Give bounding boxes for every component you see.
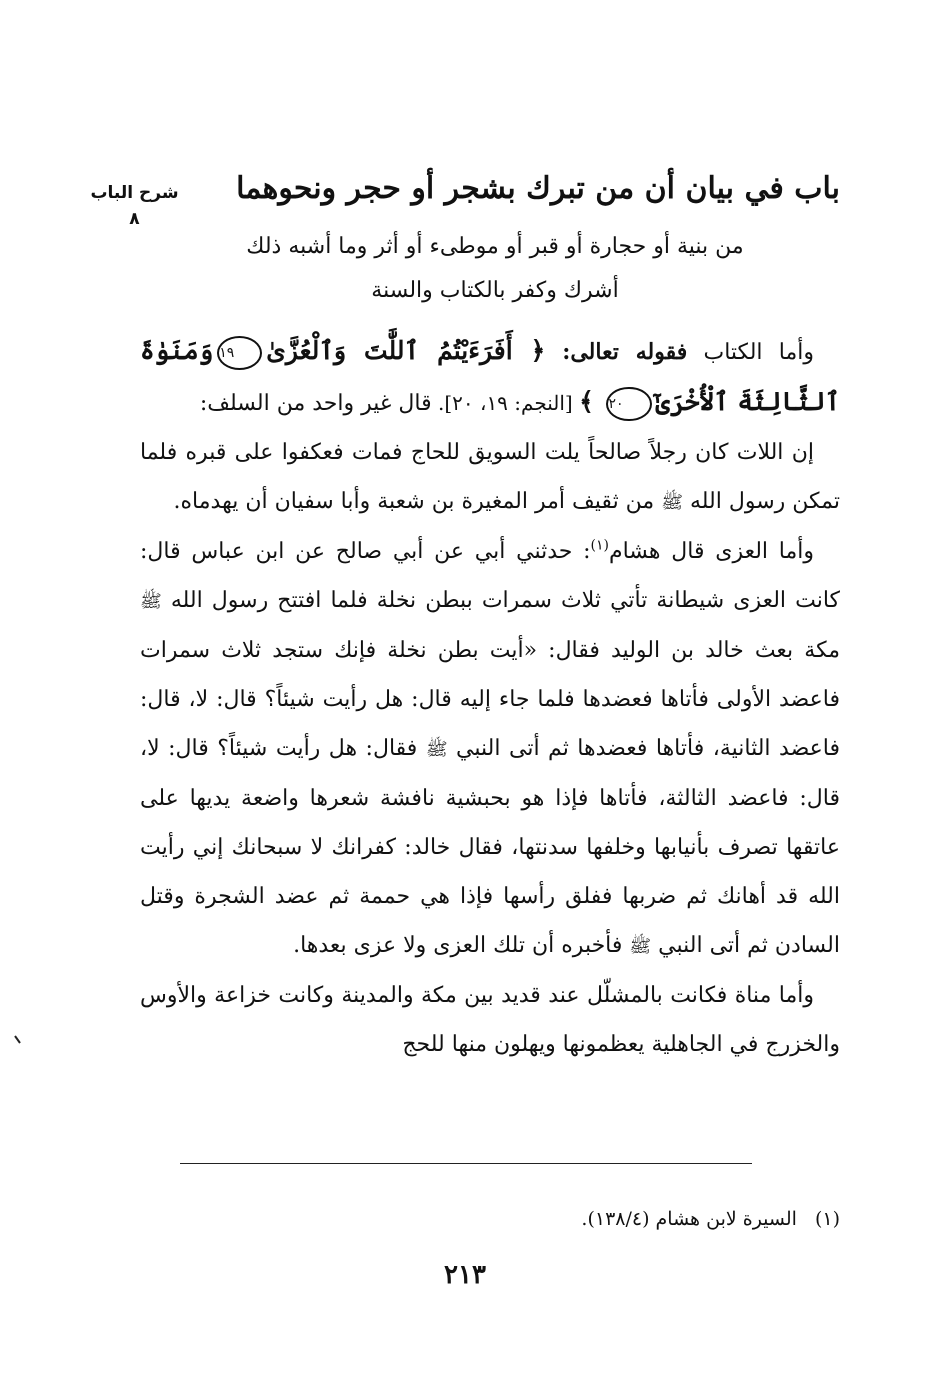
paragraph-allat <box>140 428 840 527</box>
margin-note-title: شرح الباب <box>90 183 179 203</box>
ayah-number-marker: ١٩ <box>217 336 262 370</box>
footnote-text: السيرة لابن هشام (١٣٨/٤). <box>581 1208 797 1230</box>
quran-verse-part-1: أَفَرَءَيْتُمُ ٱللَّٰتَ وَٱلْعُزَّىٰ <box>266 336 513 365</box>
verse-open-bracket: ﴿ <box>512 336 546 365</box>
footnote <box>140 1205 840 1233</box>
chapter-subtitle <box>150 225 840 313</box>
main-text <box>140 326 840 1069</box>
footnote-number: (١) <box>814 1208 840 1230</box>
page-number: ٢١٣ <box>444 1260 486 1290</box>
paragraph-text: مكة بعث خالد بن الوليد فقال: «أيت بطن نخلة فإنك ستجد ثلاث سمرات فاعضد الأولى فأتاها فعضدها فلما جاء إليه قال: هل رأيت شيئاً؟ قال: لا، قال: فاعضد الثانية، فأتاها فعضدها ثم أتى النبي <box>140 638 840 761</box>
paragraph-intro: وأما الكتاب <box>687 340 814 365</box>
surah-citation: [النجم: ١٩، ٢٠]. <box>431 391 580 415</box>
verse-close-bracket: ﴾ <box>579 387 603 416</box>
chapter-subtitle-line-1: من بنية أو حجارة أو قبر أو موطىء أو أثر وما أشبه ذلك <box>246 234 744 259</box>
ayah-number-marker: ٢٠ <box>606 387 651 421</box>
salutation-glyph: ﷺ <box>425 739 448 760</box>
margin-note-number: ٨ <box>129 209 140 229</box>
paragraph-intro-bold: فقوله تعالى: <box>545 339 688 365</box>
footnote-reference[interactable]: (١) <box>590 537 609 554</box>
scan-speck <box>14 1035 22 1045</box>
paragraph-text: وأما العزى قال هشام <box>608 539 814 564</box>
paragraph-manat: وأما مناة فكانت بالمشلّل عند قديد بين مكة والمدينة وكانت خزاعة والأوس والخزرج في الجاهلية يعظمونها ويهلون منها للحج <box>140 983 840 1057</box>
salutation-glyph: ﷺ <box>661 492 683 513</box>
paragraph-al-uzza <box>140 527 840 971</box>
chapter-title: باب في بيان أن من تبرك بشجر أو حجر ونحوهما <box>236 171 840 206</box>
paragraph-quran-citation <box>140 326 840 428</box>
paragraph-continuation: قال غير واحد من السلف: <box>199 391 432 416</box>
paragraph-text: إن اللات كان رجلاً صالحاً يلت السويق للحاج فمات فعكفوا على قبره فلما تمكن رسول الله <box>140 440 840 514</box>
quran-verse-part-2: وَمَنَوٰةَ ٱلثَّالِثَةَ ٱلْأُخْرَىٰٓ <box>140 336 840 416</box>
paragraph-text: فأخبره أن تلك العزى ولا عزى بعدها. <box>293 933 630 958</box>
paragraph-text: : حدثني أبي عن أبي صالح عن ابن عباس قال: كانت العزى شيطانة تأتي ثلاث سمرات ببطن نخلة فلما افتتح رسول الله <box>140 539 840 613</box>
footnote-divider <box>180 1163 752 1164</box>
paragraph-text: فقال: هل رأيت شيئاً؟ قال: لا، قال: فاعضد الثالثة، فأتاها فإذا هو بحبشية نافشة شعرها واضعة يديها على عاتقها تصرف بأنيابها وخلفها سدنتها، فقال خالد: كفرانك لا سبحانك إني رأيت الله قد أهانك ثم ضربها ففلق رأسها فإذا هي حممة ثم عضد الشجرة وقتل السادن ثم أتى النبي <box>140 736 840 958</box>
salutation-glyph: ﷺ <box>140 591 162 612</box>
paragraph-text: من ثقيف أمر المغيرة بن شعبة وأبا سفيان أن يهدماه. <box>173 489 662 514</box>
salutation-glyph: ﷺ <box>629 936 652 957</box>
chapter-subtitle-line-2: أشرك وكفر بالكتاب والسنة <box>371 278 619 303</box>
